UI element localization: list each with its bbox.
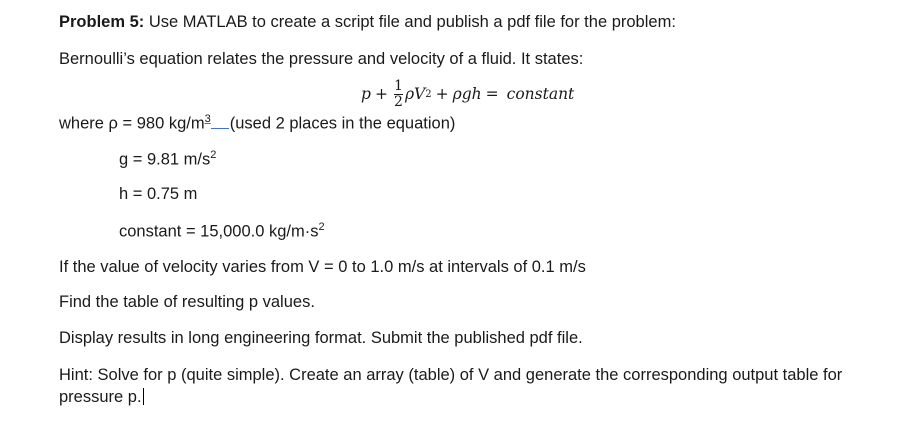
g-line <box>119 149 216 170</box>
eq-plus-2: + <box>435 85 449 103</box>
eq-equals: = <box>485 85 499 103</box>
eq-numerator: 1 <box>393 77 403 94</box>
g-text: g = 9.81 m/s <box>119 150 211 169</box>
where-underline <box>211 116 229 129</box>
display-line: Display results in long engineering format. Submit the published pdf file. <box>59 329 583 347</box>
eq-p: p <box>361 85 371 103</box>
text-cursor <box>143 388 144 405</box>
where-suffix: (used 2 places in the equation) <box>229 114 456 133</box>
eq-rhs: constant <box>506 85 575 103</box>
eq-denominator: 2 <box>393 93 403 110</box>
hint-paragraph[interactable] <box>59 364 884 408</box>
intro-text: Bernoulli’s equation relates the pressure and velocity of a fluid. It states: <box>59 50 584 68</box>
eq-plus-1: + <box>374 85 388 103</box>
eq-fraction <box>394 79 403 110</box>
g-exp: 2 <box>210 149 217 161</box>
velocity-line: If the value of velocity varies from V = 0 to 1.0 m/s at intervals of 0.1 m/s <box>59 258 586 276</box>
where-line <box>59 113 455 134</box>
eq-rho-g-h: ρgh <box>452 85 482 103</box>
eq-square: 2 <box>425 88 432 100</box>
where-prefix: where ρ = 980 kg/m <box>59 114 205 133</box>
h-line: h = 0.75 m <box>119 185 198 203</box>
problem-statement <box>59 13 676 32</box>
constant-exp: 2 <box>318 221 325 233</box>
where-exp: 3 <box>204 113 211 125</box>
problem-text: Use MATLAB to create a script file and publish a pdf file for the problem: <box>144 13 676 31</box>
constant-line <box>119 221 325 242</box>
eq-rho-v: ρV <box>404 85 426 103</box>
hint-text: Hint: Solve for p (quite simple). Create an array (table) of V and generate the corresponding output table for pressure p. <box>59 366 843 406</box>
find-line: Find the table of resulting p values. <box>59 293 315 311</box>
constant-text: constant = 15,000.0 kg/m·s <box>119 222 319 241</box>
problem-label: Problem 5: <box>59 13 145 31</box>
bernoulli-equation <box>361 73 574 115</box>
